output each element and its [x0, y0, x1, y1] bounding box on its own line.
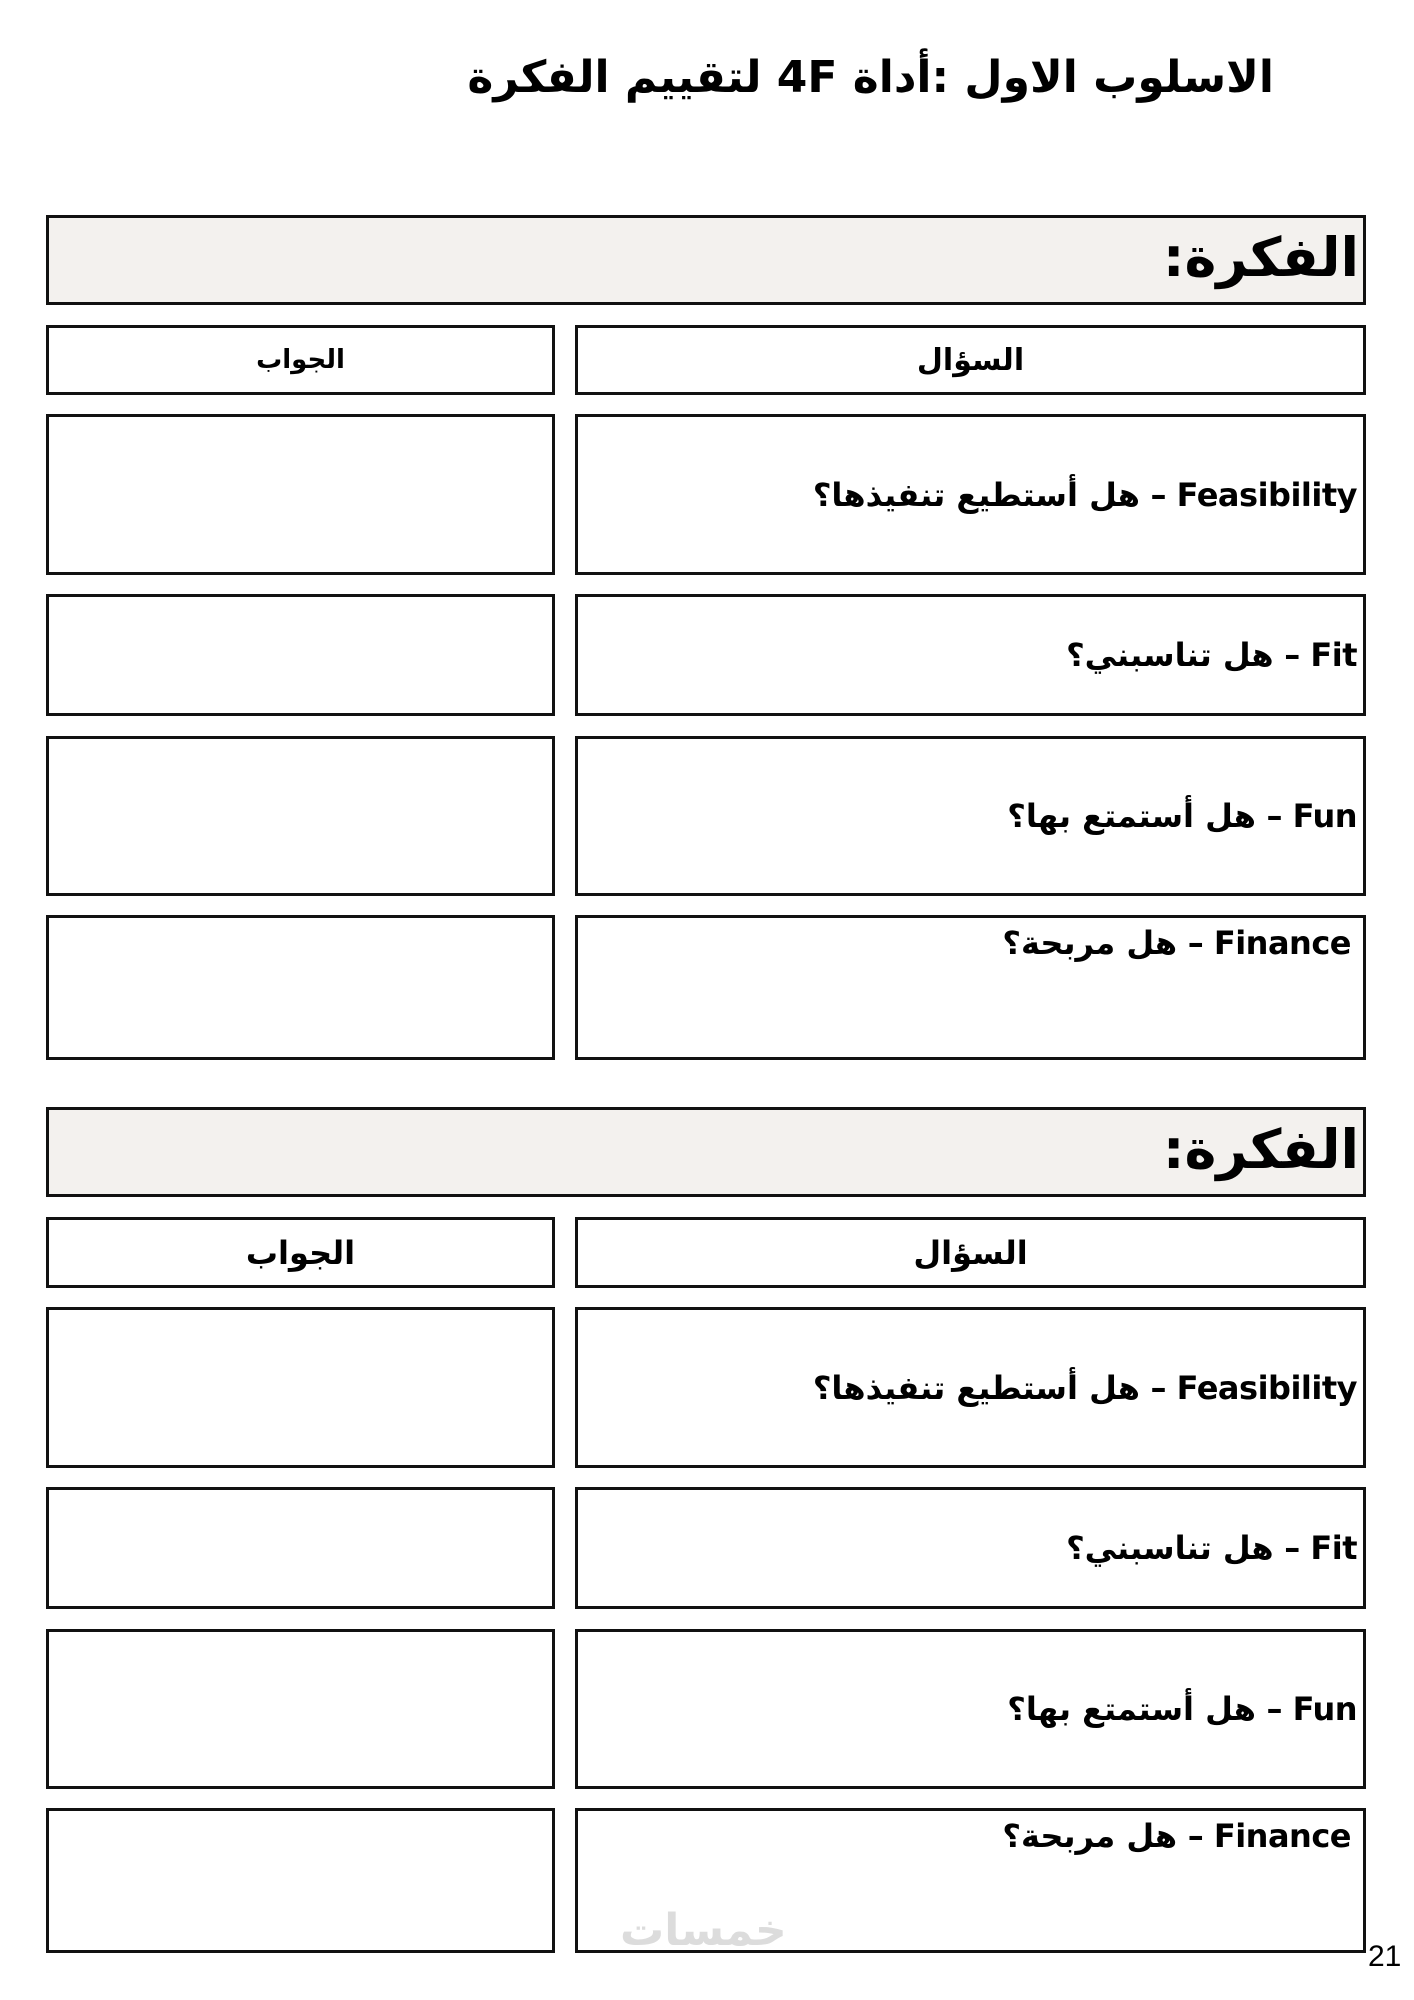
question-cell-finance: Finance – هل مربحة؟ [575, 1808, 1366, 1953]
answer-field[interactable] [46, 736, 555, 896]
answer-column-header-1: الجواب [46, 325, 555, 395]
watermark-logo: خمسات [620, 1905, 787, 1956]
page-number: 21 [1368, 1940, 1402, 1973]
answer-field[interactable] [46, 414, 555, 575]
answer-field[interactable] [46, 1307, 555, 1468]
question-column-header-2: السؤال [575, 1217, 1366, 1288]
question-column-header-1: السؤال [575, 325, 1366, 395]
answer-field[interactable] [46, 1808, 555, 1953]
answer-field[interactable] [46, 915, 555, 1060]
question-cell-finance: Finance – هل مربحة؟ [575, 915, 1366, 1060]
answer-field[interactable] [46, 1487, 555, 1609]
question-cell-fun: Fun – هل أستمتع بها؟ [575, 1629, 1366, 1789]
idea-header-2 [46, 1107, 1366, 1197]
answer-field[interactable] [46, 594, 555, 716]
question-cell-fun: Fun – هل أستمتع بها؟ [575, 736, 1366, 896]
answer-column-header-2: الجواب [46, 1217, 555, 1288]
question-cell-feasibility: Feasibility – هل أستطيع تنفيذها؟ [575, 1307, 1366, 1468]
idea-label: الفكرة: [1162, 226, 1359, 289]
answer-field[interactable] [46, 1629, 555, 1789]
idea-label: الفكرة: [1162, 1118, 1359, 1181]
question-cell-fit: Fit – هل تناسبني؟ [575, 594, 1366, 716]
question-cell-fit: Fit – هل تناسبني؟ [575, 1487, 1366, 1609]
page-title: الاسلوب الاول :أداة 4F لتقييم الفكرة [467, 52, 1274, 103]
idea-header-1 [46, 215, 1366, 305]
question-cell-feasibility: Feasibility – هل أستطيع تنفيذها؟ [575, 414, 1366, 575]
